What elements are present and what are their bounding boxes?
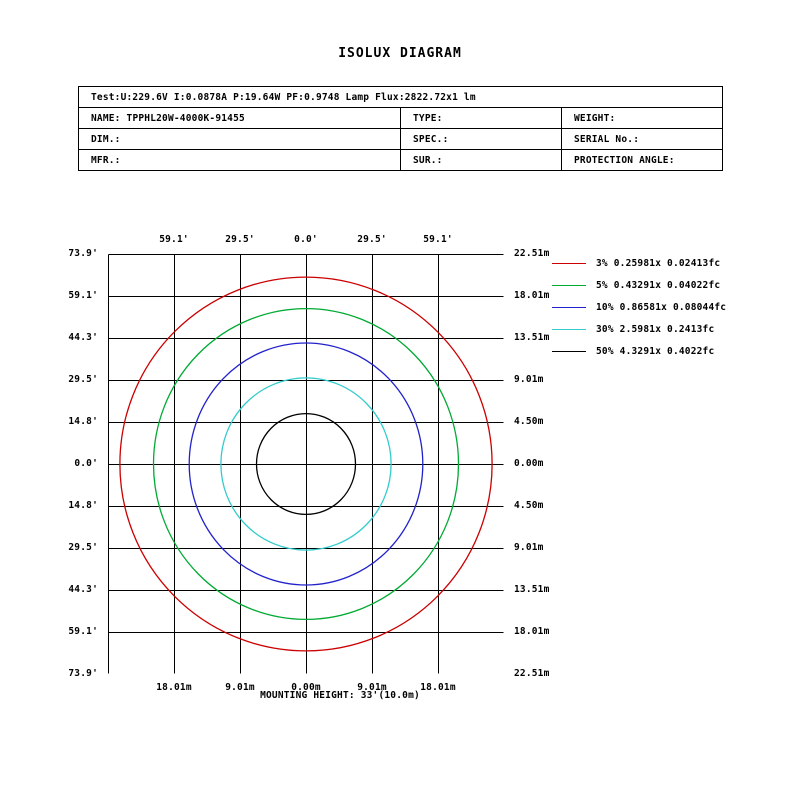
sur-cell: SUR.: <box>401 150 562 171</box>
legend-item-0 <box>552 252 782 274</box>
left-tick-0: 73.9' <box>68 248 98 259</box>
legend-item-3 <box>552 318 782 340</box>
legend-color-swatch <box>552 351 586 352</box>
mounting-height-label: MOUNTING HEIGHT: 33'(10.0m) <box>260 690 420 701</box>
bottom-tick-0: 18.01m <box>156 682 192 693</box>
protection-angle-cell: PROTECTION ANGLE: <box>562 150 723 171</box>
left-tick-10: 73.9' <box>68 668 98 679</box>
bottom-tick-4: 18.01m <box>420 682 456 693</box>
legend-color-swatch <box>552 307 586 308</box>
top-tick-4: 59.1' <box>423 234 453 245</box>
type-cell: TYPE: <box>401 108 562 129</box>
right-tick-4: 4.50m <box>514 416 544 427</box>
left-tick-8: 44.3' <box>68 584 98 595</box>
top-tick-3: 29.5' <box>357 234 387 245</box>
left-tick-9: 59.1' <box>68 626 98 637</box>
bottom-tick-2: 0.00m <box>291 682 321 693</box>
right-tick-1: 18.01m <box>514 290 550 301</box>
name-label: NAME: <box>91 112 121 124</box>
bottom-tick-3: 9.01m <box>357 682 387 693</box>
name-value: TPPHL20W-4000K-91455 <box>126 112 245 124</box>
legend-color-swatch <box>552 263 586 264</box>
left-tick-3: 29.5' <box>68 374 98 385</box>
table-row <box>79 108 723 129</box>
legend-color-swatch <box>552 329 586 330</box>
top-tick-0: 59.1' <box>159 234 189 245</box>
top-tick-1: 29.5' <box>225 234 255 245</box>
weight-cell: WEIGHT: <box>562 108 723 129</box>
left-tick-5: 0.0' <box>74 458 98 469</box>
test-parameters-cell: Test:U:229.6V I:0.0878A P:19.64W PF:0.9748 Lamp Flux:2822.72x1 lm <box>79 87 723 108</box>
legend-label: 3% 0.25981x 0.02413fc <box>596 257 721 269</box>
left-tick-4: 14.8' <box>68 416 98 427</box>
left-tick-1: 59.1' <box>68 290 98 301</box>
right-tick-10: 22.51m <box>514 668 550 679</box>
table-row <box>79 129 723 150</box>
right-tick-0: 22.51m <box>514 248 550 259</box>
legend-label: 5% 0.43291x 0.04022fc <box>596 279 721 291</box>
name-cell <box>79 108 401 129</box>
right-tick-5: 0.00m <box>514 458 544 469</box>
legend-color-swatch <box>552 285 586 286</box>
legend-item-4 <box>552 340 782 362</box>
right-tick-3: 9.01m <box>514 374 544 385</box>
fixture-info-table <box>78 86 723 171</box>
table-row <box>79 87 723 108</box>
page-title: ISOLUX DIAGRAM <box>338 46 462 61</box>
left-tick-7: 29.5' <box>68 542 98 553</box>
plot-area <box>108 254 504 674</box>
left-tick-6: 14.8' <box>68 500 98 511</box>
legend-item-2 <box>552 296 782 318</box>
left-tick-2: 44.3' <box>68 332 98 343</box>
legend-label: 10% 0.86581x 0.08044fc <box>596 301 727 313</box>
top-tick-2: 0.0' <box>294 234 318 245</box>
serial-cell: SERIAL No.: <box>562 129 723 150</box>
right-tick-6: 4.50m <box>514 500 544 511</box>
chart-legend <box>552 252 782 362</box>
table-row <box>79 150 723 171</box>
right-tick-7: 9.01m <box>514 542 544 553</box>
legend-label: 50% 4.3291x 0.4022fc <box>596 345 715 357</box>
mfr-cell: MFR.: <box>79 150 401 171</box>
legend-item-1 <box>552 274 782 296</box>
isolux-contour-svg <box>108 254 504 674</box>
legend-label: 30% 2.5981x 0.2413fc <box>596 323 715 335</box>
right-tick-2: 13.51m <box>514 332 550 343</box>
right-tick-9: 18.01m <box>514 626 550 637</box>
dim-cell: DIM.: <box>79 129 401 150</box>
right-tick-8: 13.51m <box>514 584 550 595</box>
spec-cell: SPEC.: <box>401 129 562 150</box>
bottom-tick-1: 9.01m <box>225 682 255 693</box>
